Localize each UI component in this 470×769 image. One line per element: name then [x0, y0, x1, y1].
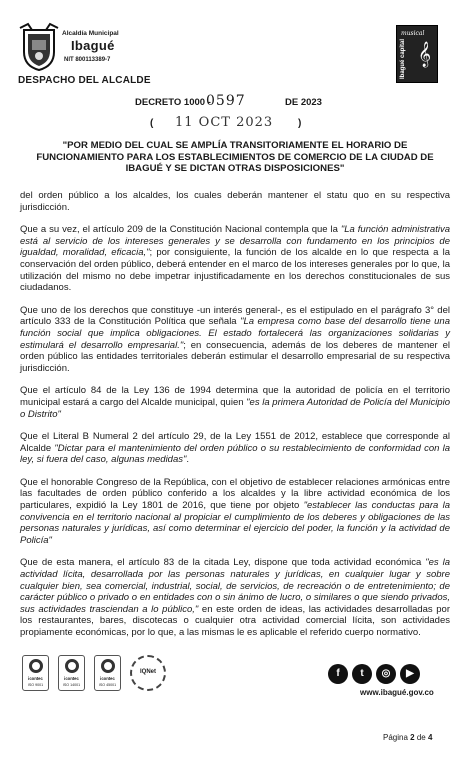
office-title: DESPACHO DEL ALCALDE: [18, 75, 151, 86]
document-body: [20, 190, 450, 650]
twitter-icon[interactable]: t: [352, 664, 372, 684]
close-paren: ): [298, 118, 302, 129]
paragraph: Que de esta manera, el artículo 83 de la citada Ley, dispone que toda actividad económica "es la actividad lícita, desarrollada por las personas naturales y jurídicas, en cualquier lugar y sobre cualquier bien, sea comercial, industrial, social, de servicios, de recreación o de entretenimiento; de carácter público o privado o en entidades con o sin ánimo de lucro, o similares o que siendo privados, sus actividades trasciendan a lo público," en este orden de ideas, las actividades desarrolladas por los restaurantes, bares, discotecas o cualquier otra actividad comercial lícita, son actividades propiamente económicas, por lo que, a las mismas le es aplicable el referido cuerpo normativo.: [20, 557, 450, 638]
social-icons: [328, 664, 442, 684]
paragraph: Que el Literal B Numeral 2 del artículo 29, de la Ley 1551 de 2012, establece que corresponde al Alcalde "Dictar para el mantenimiento del orden público o su restablecimiento de conformidad con la ley, si fuera del caso, algunas medidas".: [20, 431, 450, 466]
paragraph: Que a su vez, el artículo 209 de la Constitución Nacional contempla que la "La función administrativa está al servicio de los intereses generales y se desarrolla con fundamento en los principios de igualdad, moralidad, eficacia,"; por consiguiente, la función de los alcalde en lo que respecta a la conservación del orden público, deberá entender en el marco de los intereses generales por lo que, la utilización del mismo no debe impetrar injustificadamente en los derechos constitucionales de sus ciudadanos.: [20, 224, 451, 294]
certification-logos: [22, 655, 162, 693]
facebook-icon[interactable]: f: [328, 664, 348, 684]
decree-number-stamp: 0597: [206, 93, 246, 109]
paragraph: Que uno de los derechos que constituye -un interés general-, es el estipulado en el parágrafo 3° del artículo 333 de la Constitución Política que señala "La empresa como base del desarrollo tiene una función social que implica obligaciones. El estado fortalecerá las organizaciones solidarias y estimulará el desarrollo empresarial."; en consecuencia, además de los deberes de mantener el orden público las entidades territoriales deberán estimular el desarrollo empresarial de su respectiva jurisdicción.: [20, 304, 450, 374]
decree-title: "POR MEDIO DEL CUAL SE AMPLÍA TRANSITORIAMENTE EL HORARIO DE FUNCIONAMIENTO PARA LOS ESTABLECIMIENTOS DE COMERCIO DE LA CIUDAD DE IBAGUÉ Y SE DICTAN OTRAS DISPOSICIONES": [36, 140, 434, 174]
website-link[interactable]: www.ibagué.gov.co: [360, 688, 434, 697]
musical-label: musical: [401, 30, 425, 37]
musical-capital-logo: [396, 25, 438, 83]
city-name: Ibagué: [71, 38, 115, 53]
instagram-icon[interactable]: ◎: [376, 664, 396, 684]
date-stamp: 11 OCT 2023: [175, 115, 274, 130]
paragraph: del orden público a los alcaldes, los cuales deberán mantener el statu quo en su respectiva jurisdicción.: [20, 190, 450, 213]
icontec-logo: icontec ISO 9001: [22, 655, 49, 691]
musical-side-label: Ibagué capital: [400, 38, 407, 80]
open-paren: (: [150, 118, 154, 129]
coat-of-arms-icon: [18, 22, 60, 72]
icontec-logo: icontec ISO 14001: [58, 655, 85, 691]
nit-label: NIT 800113389-7: [64, 57, 111, 63]
document-header: [0, 0, 470, 95]
decree-year: DE 2023: [285, 97, 322, 108]
decree-prefix: DECRETO 1000 -: [135, 97, 211, 108]
alcaldia-label: Alcaldía Municipal: [62, 30, 119, 37]
iqnet-logo: IQNet: [130, 655, 166, 691]
paragraph: Que el honorable Congreso de la República, con el objetivo de establecer relaciones armónicas entre las facultades de orden público conferido a los alcaldes y la libre actividad económica de los particulares, expidió la Ley 1801 de 2016, que tiene por objeto "establecer las conductas para la convivencia en el territorio nacional al propiciar el cumplimiento de los deberes y obligaciones de las personas naturales y jurídicas, así como determinar el ejercicio del poder, la función y la actividad de Policía": [20, 476, 450, 546]
treble-clef-icon: 𝄞: [417, 42, 431, 67]
icontec-logo: icontec ISO 45001: [94, 655, 121, 691]
page-number: Página 2 de 4: [383, 733, 433, 742]
youtube-icon[interactable]: ▶: [400, 664, 420, 684]
paragraph: Que el artículo 84 de la Ley 136 de 1994 determina que la autoridad de policía en el territorio municipal estará a cargo del Alcalde municipal, quien "es la primera Autoridad de Policía del Municipio o Distrito": [20, 385, 450, 420]
